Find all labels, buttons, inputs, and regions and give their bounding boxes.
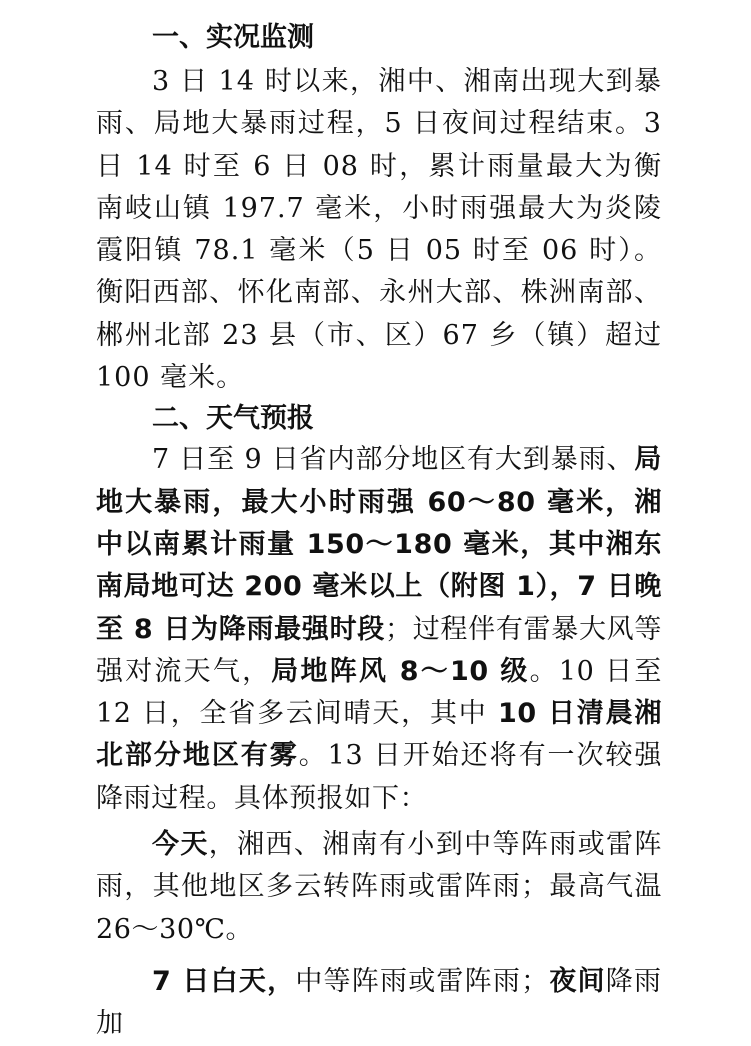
forecast-text-4: 。13 日开始还将有一次较强降雨过程。具体预报如下： (96, 740, 663, 814)
monitoring-paragraph: 3 日 14 时以来，湘中、湘南出现大到暴雨、局地大暴雨过程，5 日夜间过程结束。3 日 14 时至 6 日 08 时，累计雨量最大为衡南岐山镇 197.7 毫米，小时雨强最大为炎陵霞阳镇 78.1 毫米（5 日 05 时至 06 时）。衡阳西部、怀化南部、永州大部、株洲南部、郴州北部 23 县（市、区）67 乡（镇）超过 100 毫米。 (96, 66, 662, 394)
forecast-bold-fog: 10 日清晨湘北部分地区有雾 (96, 698, 662, 772)
forecast-text-2: ；过程伴有雷暴大风等强对流天气， (96, 613, 662, 687)
forecast-today-text: ，湘西、湘南有小到中等阵雨或雷阵雨，其他地区多云转阵雨或雷阵雨；最高气温 26～30℃。 (96, 829, 663, 945)
forecast-day7-paragraph (96, 961, 662, 1046)
forecast-today-paragraph (96, 824, 662, 951)
forecast-day7-text: 中等阵雨或雷阵雨； (295, 965, 550, 997)
forecast-text-3: 。10 日至 12 日，全省多云间晴天，其中 (96, 655, 662, 730)
forecast-bold-gust: 局地阵风 8～10 级 (271, 655, 530, 687)
forecast-bold-heavy-rain: 局地大暴雨，最大小时雨强 60～80 毫米，湘中以南累计雨量 150～180 毫米，其中湘东南局地可达 200 毫米以上（附图 1），7 日晚至 8 日为降雨最强时段 (96, 444, 662, 645)
forecast-summary-paragraph (96, 439, 662, 820)
section-heading-monitoring: 一、实况监测 (152, 22, 314, 53)
forecast-night-text: 降雨加 (96, 965, 663, 1040)
forecast-today-label: 今天 (152, 829, 209, 861)
forecast-night-label: 夜间 (549, 965, 606, 997)
forecast-text-1: 7 日至 9 日省内部分地区有大到暴雨、 (152, 444, 635, 476)
forecast-day7-label: 7 日白天， (152, 965, 296, 997)
section-heading-forecast: 二、天气预报 (152, 403, 314, 435)
document-page (96, 0, 662, 1046)
